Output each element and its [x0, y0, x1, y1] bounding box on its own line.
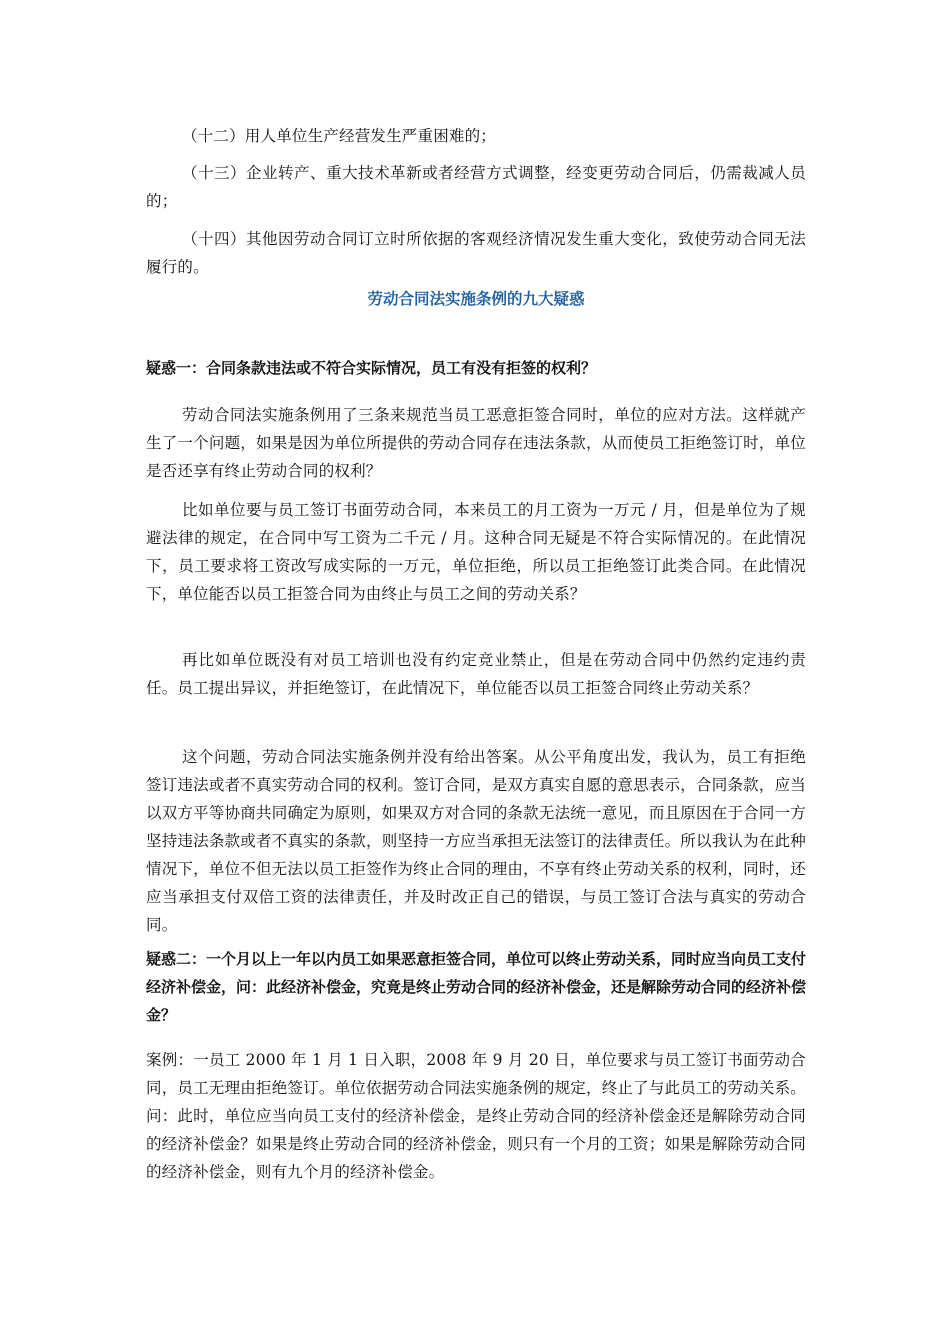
doubt-2-case-paragraph: 案例：一员工 2000 年 1 月 1 日入职，2008 年 9 月 20 日，单位要求与员工签订书面劳动合同，员工无理由拒绝签订。单位依据劳动合同法实施条例的规定，终止了与此员工的劳动关系。问：此时，单位应当向员工支付的经济补偿金，是终止劳动合同的经济补偿金还是解除劳动合同的经济补偿金？如果是终止劳动合同的经济补偿金，则只有一个月的工资；如果是解除劳动合同的经济补偿金，则有九个月的经济补偿金。	[146, 1051, 806, 1181]
doubt-1-paragraph-1: 劳动合同法实施条例用了三条来规范当员工恶意拒签合同时，单位的应对方法。这样就产生了一个问题，如果是因为单位所提供的劳动合同存在违法条款，从而使员工拒绝签订时，单位是否还享有终止劳动合同的权利？	[146, 406, 806, 480]
doubt-1-paragraph-2: 比如单位要与员工签订书面劳动合同，本来员工的月工资为一万元 / 月，但是单位为了规避法律的规定，在合同中写工资为二千元 / 月。这种合同无疑是不符合实际情况的。在此情况下，员工要求将工资改写成实际的一万元，单位拒绝，所以员工拒绝签订此类合同。在此情况下，单位能否以员工拒签合同为由终止与员工之间的劳动关系？	[146, 501, 806, 603]
doubt-1-paragraph-3: 再比如单位既没有对员工培训也没有约定竞业禁止，但是在劳动合同中仍然约定违约责任。员工提出异议，并拒绝签订，在此情况下，单位能否以员工拒签合同终止劳动关系？	[146, 651, 806, 697]
section-title: 劳动合同法实施条例的九大疑惑	[367, 290, 585, 308]
item-14-paragraph: （十四）其他因劳动合同订立时所依据的客观经济情况发生重大变化，致使劳动合同无法履行的。	[146, 230, 806, 276]
doubt-1-paragraph-4: 这个问题，劳动合同法实施条例并没有给出答案。从公平角度出发，我认为，员工有拒绝签订违法或者不真实劳动合同的权利。签订合同，是双方真实自愿的意思表示，合同条款，应当以双方平等协商共同确定为原则，如果双方对合同的条款无法统一意见，而且原因在于合同一方坚持违法条款或者不真实的条款，则坚持一方应当承担无法签订的法律责任。所以我认为在此种情况下，单位不但无法以员工拒签作为终止合同的理由，不享有终止劳动关系的权利，同时，还应当承担支付双倍工资的法律责任，并及时改正自己的错误，与员工签订合法与真实的劳动合同。	[146, 748, 806, 934]
doubt-2-question: 疑惑二：一个月以上一年以内员工如果恶意拒签合同，单位可以终止劳动关系，同时应当向员工支付经济补偿金，问：此经济补偿金，究竟是终止劳动合同的经济补偿金，还是解除劳动合同的经济补偿金？	[146, 950, 807, 1024]
item-13-paragraph: （十三）企业转产、重大技术革新或者经营方式调整，经变更劳动合同后，仍需裁减人员的；	[146, 164, 806, 210]
doubt-1-question: 疑惑一：合同条款违法或不符合实际情况，员工有没有拒签的权利？	[146, 359, 597, 377]
item-12-paragraph: （十二）用人单位生产经营发生严重困难的；	[182, 127, 497, 145]
